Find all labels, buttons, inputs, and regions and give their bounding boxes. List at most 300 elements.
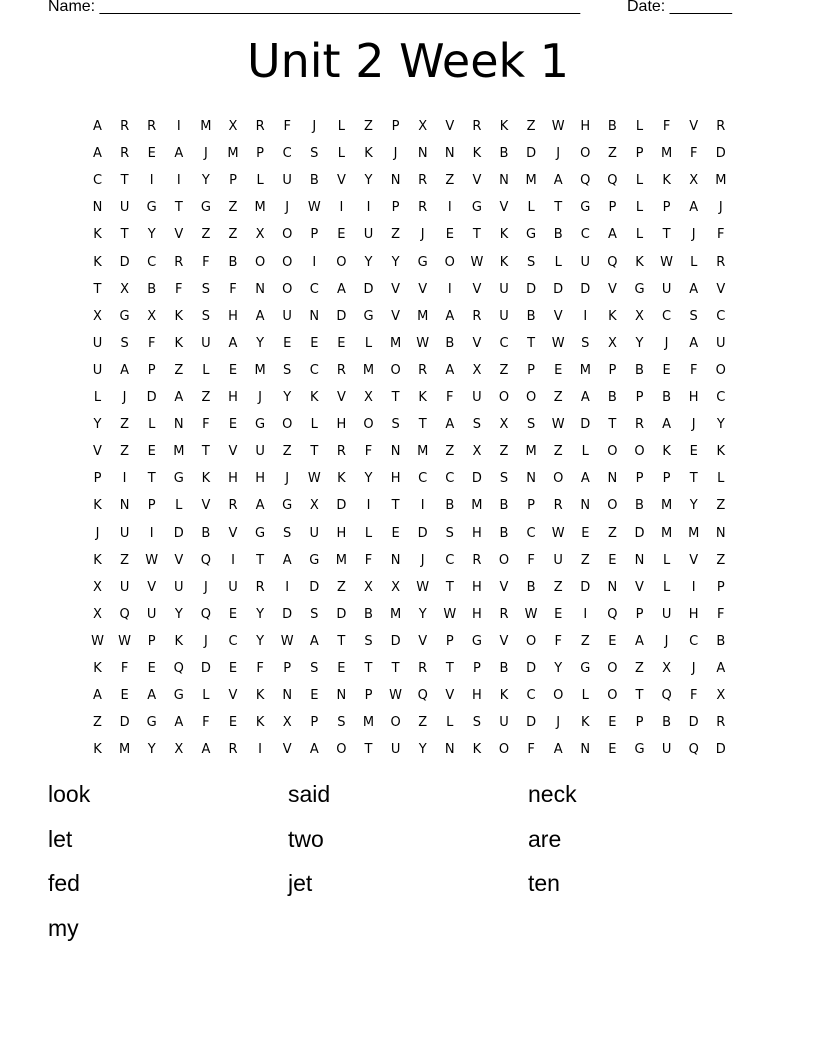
grid-letter: R [418,661,428,676]
grid-letter: I [366,200,371,216]
grid-letter: Q [580,173,591,189]
word-list-item: let [48,825,73,852]
grid-letter: B [607,119,617,134]
grid-letter: A [282,552,292,568]
grid-letter: C [580,227,590,243]
grid-letter: E [228,715,238,731]
grid-letter: N [634,552,645,568]
grid-letter: M [118,742,131,758]
grid-letter: E [147,146,156,162]
grid-letter: L [148,417,156,433]
grid-letter: F [364,444,373,460]
grid-letter: P [527,498,536,514]
grid-letter: N [336,688,347,704]
grid-letter: W [416,335,430,351]
grid-letter: M [200,119,212,134]
grid-letter: D [634,525,645,541]
grid-letter: S [310,661,319,676]
grid-letter: X [282,715,292,731]
grid-letter: A [716,661,726,676]
grid-letter: I [339,200,344,216]
grid-letter: P [391,119,400,134]
grid-letter: V [336,173,346,189]
grid-letter: O [282,281,293,297]
grid-letter: U [228,579,238,595]
grid-letter: L [554,254,562,270]
grid-letter: T [662,227,671,243]
grid-letter: O [607,661,618,676]
grid-letter: B [445,335,455,351]
grid-letter: K [93,227,102,243]
grid-letter: D [417,525,428,541]
grid-letter: A [309,742,319,758]
grid-letter: M [389,335,402,351]
grid-letter: Z [553,444,563,460]
grid-letter: T [391,498,400,514]
grid-letter: L [635,200,644,216]
grid-letter: H [472,688,482,704]
grid-letter: E [147,444,156,460]
grid-letter: M [362,715,375,731]
grid-letter: Y [93,417,102,433]
grid-letter: V [472,281,482,297]
grid-letter: G [282,498,293,514]
grid-letter: R [255,119,265,134]
grid-letter: S [310,606,319,622]
grid-letter: A [580,390,590,405]
grid-letter: C [282,146,292,162]
grid-letter: R [120,119,130,134]
grid-letter: P [310,715,319,731]
grid-letter: R [147,119,157,134]
grid-letter: R [120,146,130,162]
grid-letter: E [445,227,454,243]
grid-letter: A [228,335,238,351]
grid-letter: X [607,335,617,351]
grid-letter: G [363,308,374,324]
grid-letter: R [472,552,482,568]
grid-letter: N [390,444,401,460]
grid-letter: W [307,471,321,487]
grid-letter: Z [445,444,455,460]
grid-letter: S [120,335,129,351]
grid-letter: J [556,146,561,162]
grid-letter: P [472,661,481,676]
name-field-label: Name: ______________________________________________________ [48,0,581,15]
grid-letter: I [176,173,181,189]
grid-letter: G [634,742,645,758]
grid-letter: N [92,200,103,216]
grid-letter: D [553,281,564,297]
grid-letter: O [498,390,510,405]
grid-letter: M [471,498,483,514]
grid-letter: S [526,254,536,270]
grid-letter: J [420,552,425,568]
grid-letter: Q [607,173,618,189]
grid-letter: S [364,633,373,649]
grid-letter: H [390,471,401,487]
grid-letter: V [445,119,455,134]
grid-letter: R [716,254,726,270]
grid-letter: K [581,715,590,731]
grid-letter: O [498,552,510,568]
grid-letter: K [174,308,184,324]
grid-letter: M [254,362,266,378]
word-list-item: neck [528,781,577,807]
grid-letter: D [336,308,347,324]
grid-letter: E [228,661,238,676]
grid-letter: P [391,200,400,216]
grid-letter: R [553,498,563,514]
grid-letter: H [472,579,482,595]
grid-letter: E [310,688,319,704]
grid-letter: S [310,146,319,162]
grid-letter: K [472,742,482,758]
grid-letter: M [173,444,185,460]
grid-letter: I [447,281,452,297]
grid-letter: G [634,281,645,297]
grid-letter: X [228,119,238,134]
grid-letter: E [554,606,563,622]
grid-letter: G [255,525,266,541]
grid-letter: D [688,715,699,731]
grid-letter: H [580,119,591,134]
grid-letter: A [553,173,563,189]
grid-letter: E [689,444,698,460]
grid-letter: E [310,335,319,351]
grid-letter: C [689,633,699,649]
grid-letter: I [149,173,154,189]
grid-letter: T [445,579,454,595]
grid-letter: Z [228,227,238,243]
grid-letter: F [446,390,454,405]
grid-letter: G [255,417,266,433]
grid-letter: B [526,579,536,595]
grid-letter: W [118,633,132,649]
grid-letter: I [258,742,263,758]
grid-letter: K [93,661,102,676]
grid-letter: B [201,525,211,541]
grid-letter: G [580,200,591,216]
grid-letter: C [418,471,428,487]
grid-letter: P [229,173,237,189]
grid-letter: T [445,661,454,676]
grid-letter: E [228,417,238,433]
grid-letter: F [689,362,698,378]
grid-letter: P [635,606,644,622]
grid-letter: L [717,471,725,487]
grid-letter: E [581,525,590,541]
grid-letter: P [635,390,644,405]
grid-letter: L [527,200,535,216]
grid-letter: F [256,661,264,676]
grid-letter: I [122,471,127,487]
grid-letter: A [445,308,455,324]
grid-letter: W [551,335,565,351]
grid-letter: Y [174,606,183,622]
grid-letter: S [283,362,292,378]
grid-letter: K [255,688,265,704]
grid-letter: A [580,471,590,487]
grid-letter: W [551,119,565,134]
grid-letter: N [499,173,509,189]
grid-letter: L [364,335,373,351]
grid-letter: G [580,661,591,676]
grid-letter: G [146,715,157,731]
grid-letter: C [92,173,103,189]
grid-letter: V [418,281,428,297]
grid-letter: O [553,688,564,704]
grid-letter: W [524,606,538,622]
grid-letter: L [581,688,589,704]
grid-letter: E [228,362,238,378]
grid-letter: Z [499,444,509,460]
grid-letter: Q [417,688,428,704]
grid-letter: R [499,606,509,622]
grid-letter: R [418,200,428,216]
grid-letter: F [717,227,725,243]
grid-letter: Y [256,606,265,622]
grid-letter: U [716,335,726,351]
grid-letter: K [93,552,102,568]
grid-letter: R [336,362,346,378]
grid-letter: V [282,742,292,758]
grid-letter: J [664,633,669,649]
grid-letter: T [391,661,400,676]
grid-letter: O [390,362,401,378]
grid-letter: N [444,742,455,758]
grid-letter: Z [607,525,617,541]
grid-letter: Y [554,661,563,676]
grid-letter: J [95,525,100,541]
grid-letter: T [364,661,373,676]
grid-letter: Y [635,335,644,351]
grid-letter: U [363,227,374,243]
grid-letter: S [526,417,536,433]
grid-letter: F [120,661,129,676]
grid-letter: Y [418,742,427,758]
grid-letter: E [391,525,400,541]
grid-letter: M [715,173,727,189]
grid-letter: Y [418,606,427,622]
grid-letter: T [527,335,536,351]
grid-letter: F [527,552,535,568]
grid-letter: C [716,390,726,405]
grid-letter: T [418,417,427,433]
grid-letter: G [146,200,157,216]
grid-letter: O [525,633,537,649]
grid-letter: P [635,715,644,731]
grid-letter: G [471,633,482,649]
grid-letter: A [689,200,699,216]
grid-letter: J [393,146,398,162]
grid-letter: U [499,281,509,297]
grid-letter: M [417,308,429,324]
grid-letter: O [282,417,293,433]
grid-letter: A [255,308,265,324]
grid-letter: A [635,633,644,649]
grid-letter: Z [201,390,211,405]
grid-letter: O [715,362,726,378]
grid-letter: H [336,525,347,541]
grid-letter: Q [173,661,184,676]
grid-letter: J [691,661,696,676]
grid-letter: S [689,308,698,324]
grid-letter: Z [580,633,590,649]
grid-letter: K [662,444,671,460]
word-list-item: two [288,825,324,852]
grid-letter: B [662,390,672,405]
grid-letter: B [662,715,672,731]
grid-letter: N [119,498,130,514]
grid-letter: Q [688,742,699,758]
grid-letter: U [119,200,130,216]
grid-letter: R [336,444,346,460]
grid-letter: W [551,525,565,541]
grid-letter: C [662,308,672,324]
grid-letter: B [553,227,563,243]
grid-letter: H [688,390,699,405]
grid-letter: G [173,688,184,704]
grid-letter: S [445,525,454,541]
grid-letter: D [336,498,347,514]
grid-letter: M [525,173,537,189]
grid-letter: L [310,417,318,433]
grid-letter: K [499,119,509,134]
grid-letter: A [120,362,130,378]
grid-letter: V [336,390,346,405]
grid-letter: X [93,579,102,595]
grid-letter: V [201,498,211,514]
word-list-item: my [48,914,79,941]
grid-letter: O [607,444,618,460]
grid-letter: Y [689,498,698,514]
grid-letter: M [688,525,700,541]
grid-letter: V [716,281,726,297]
grid-letter: U [661,281,672,297]
grid-letter: U [119,579,130,595]
date-field-label: Date: _______ [627,0,732,15]
grid-letter: M [389,606,402,622]
grid-letter: W [280,633,294,649]
word-list-item: said [288,781,331,807]
grid-letter: V [689,119,699,134]
word-list-item: look [48,781,91,807]
grid-letter: F [175,281,183,297]
grid-letter: B [526,308,536,324]
grid-letter: U [146,606,157,622]
grid-letter: D [580,579,591,595]
grid-letter: J [203,146,208,162]
grid-letter: R [634,417,645,433]
grid-letter: E [608,633,617,649]
grid-letter: Z [635,661,644,676]
grid-letter: B [499,498,509,514]
grid-letter: E [120,688,129,704]
grid-letter: D [526,281,537,297]
grid-letter: K [93,254,102,270]
grid-letter: M [525,444,537,460]
grid-letter: H [228,308,238,324]
word-list-item: ten [528,870,560,896]
grid-letter: F [689,146,698,162]
grid-letter: K [255,715,265,731]
grid-letter: B [364,606,373,622]
grid-letter: K [174,335,184,351]
grid-letter: W [91,633,104,649]
grid-letter: I [447,200,452,216]
grid-letter: X [472,444,482,460]
grid-letter: L [337,119,346,134]
grid-letter: A [336,281,346,297]
grid-letter: D [363,281,374,297]
grid-letter: T [608,417,617,433]
grid-letter: C [309,281,319,297]
grid-letter: Z [201,227,211,243]
grid-letter: Z [580,552,590,568]
grid-letter: T [310,444,319,460]
grid-letter: T [337,633,346,649]
grid-letter: T [635,688,644,704]
grid-letter: L [175,498,183,514]
grid-letter: Y [147,227,156,243]
grid-letter: J [691,417,696,433]
grid-letter: D [200,661,211,676]
grid-letter: O [363,417,374,433]
grid-letter: L [256,173,264,189]
grid-letter: B [228,254,238,270]
grid-letter: C [147,254,157,270]
grid-letter: H [228,471,238,487]
grid-letter: L [635,173,644,189]
grid-letter: E [337,661,346,676]
grid-letter: T [391,390,400,405]
grid-letter: F [662,119,671,134]
grid-letter: J [664,335,669,351]
grid-letter: K [93,742,102,758]
grid-letter: V [635,579,644,595]
grid-letter: N [390,552,401,568]
grid-letter: U [201,335,211,351]
grid-letter: M [227,146,239,162]
grid-letter: K [499,254,509,270]
grid-letter: Q [607,606,618,622]
grid-letter: N [390,173,401,189]
grid-letter: K [201,471,211,487]
grid-letter: Q [119,606,130,622]
grid-letter: F [554,633,562,649]
grid-letter: V [93,444,102,460]
grid-letter: D [119,254,130,270]
grid-letter: O [282,227,293,243]
grid-letter: R [418,173,428,189]
grid-letter: D [526,146,537,162]
grid-letter: A [93,119,102,134]
grid-letter: U [499,715,509,731]
grid-letter: S [337,715,346,731]
grid-letter: D [173,525,184,541]
grid-letter: S [581,335,590,351]
grid-letter: K [716,444,726,460]
grid-letter: Y [256,633,265,649]
grid-letter: O [580,146,591,162]
grid-letter: X [174,742,184,758]
grid-letter: Y [364,254,373,270]
grid-letter: J [285,200,290,216]
grid-letter: G [309,552,320,568]
grid-letter: V [499,633,509,649]
grid-letter: M [335,552,347,568]
